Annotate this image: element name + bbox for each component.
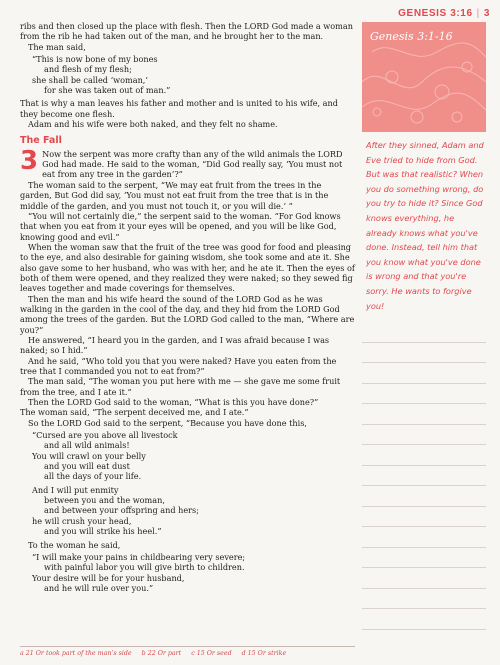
verse-paragraph: And he said, “Who told you that you were naked? Have you eaten from the tree that I commanded you not to eat from?” (20, 355, 337, 376)
section-heading: The Fall (20, 135, 62, 147)
poem-line: “Cursed are you above all livestock (32, 430, 178, 441)
verse-paragraph: Then the LORD God said to the woman, “What is this you have done?” (28, 397, 319, 408)
sidebar-title: Genesis 3:1-16 (370, 30, 453, 43)
footnote: a 21 Or took part of the man’s side (20, 650, 132, 657)
verse-paragraph: The man said, (28, 41, 86, 52)
poem-line: You will crawl on your belly (32, 450, 146, 461)
verse-paragraph: To the woman he said, (28, 539, 121, 550)
poem-block (20, 430, 355, 482)
poem-line: and between your offspring and hers; (44, 505, 199, 516)
sidebar-banner (362, 22, 486, 132)
header-page-number: 3 (483, 8, 490, 19)
verse-paragraph: When the woman saw that the fruit of the tree was good for food and pleasing to the eye, and also desirable for gaining wisdom, she took some and ate it. She also gave some to her husband, who was with her, and he ate it. Then the eyes of both of them were opened, and they realized they were naked; so they sewed fig leaves together and made coverings for themselves. (20, 241, 355, 294)
devotional-note: After they sinned, Adam and Eve tried to hide from God. But was that realistic? When you do something wrong, do you try to hide it? Since God knows everything, he already knows what you've done. Instead, tell him that you know what you've done is wrong and that you're sorry. He wants to forgive you! (366, 140, 484, 311)
footnotes (20, 646, 355, 657)
poem-line: he will crush your head, (32, 515, 132, 526)
poem-line: “I will make your pains in childbearing very severe; (32, 551, 246, 562)
journal-lines (362, 322, 486, 632)
verse-paragraph: Adam and his wife were both naked, and they felt no shame. (28, 119, 278, 130)
footnote: d 15 Or strike (241, 650, 287, 657)
devotional-sidebar (362, 22, 486, 642)
verse-paragraph: That is why a man leaves his father and mother and is united to his wife, and they become one flesh. (20, 98, 338, 119)
poem-line: between you and the woman, (44, 495, 165, 506)
verse-paragraph: The man said, “The woman you put here with me — she gave me some fruit from the tree, and I ate it.” (20, 376, 341, 397)
poem-line: and flesh of my flesh; (44, 64, 132, 75)
verse-paragraph: Then the man and his wife heard the sound of the LORD God as he was walking in the garden in the cool of the day, and they hid from the LORD God among the trees of the garden. But the LORD God called to the man, “Where are you?” (20, 293, 355, 335)
verse-paragraph: The woman said, “The serpent deceived me, and I ate.” (20, 407, 249, 418)
verse-paragraph: Now the serpent was more crafty than any of the wild animals the LORD God had made. He said to the woman, “Did God really say, ‘You must not eat from any tree in the garden’?” (42, 148, 343, 180)
poem-block (20, 54, 355, 95)
footnote: b 22 Or part (141, 650, 182, 657)
scripture-column (20, 21, 355, 596)
poem-line: and you will eat dust (44, 461, 130, 472)
verse-paragraph: ribs and then closed up the place with flesh. Then the LORD God made a woman from the rib he had taken out of the man, and he brought her to the man. (20, 21, 353, 42)
poem-line: And I will put enmity (32, 484, 119, 495)
poem-line: with painful labor you will give birth to children. (44, 562, 245, 573)
poem-line: and he will rule over you.” (44, 582, 154, 593)
verse-paragraph: “You will not certainly die,” the serpent said to the woman. “For God knows that when you eat from it your eyes will be opened, and you will be like God, knowing good and evil.” (20, 210, 341, 242)
poem-line: and all wild animals! (44, 440, 130, 451)
poem-line: she shall be called ‘woman,’ (32, 74, 148, 85)
verse-paragraph: So the LORD God said to the serpent, “Because you have done this, (28, 417, 307, 428)
page-header: GENESIS 3:16 | 3 (398, 8, 490, 19)
poem-block (20, 552, 355, 593)
poem-line: Your desire will be for your husband, (32, 572, 185, 583)
poem-line: and you will strike his heel.” (44, 526, 162, 537)
chapter-number: 3 (20, 145, 39, 176)
poem-line: for she was taken out of man.” (44, 85, 171, 96)
verse-paragraph: He answered, “I heard you in the garden, and I was afraid because I was naked; so I hid.” (20, 334, 330, 356)
poem-block (20, 485, 355, 537)
verse-paragraph: The woman said to the serpent, “We may eat fruit from the trees in the garden, But God did say, ‘You must not eat fruit from the tree that is in the middle of the garden, and you must not touch it, or you will die.’ ” (20, 179, 329, 211)
header-reference: GENESIS 3:16 (398, 8, 473, 19)
footnote: c 15 Or seed (191, 650, 232, 657)
poem-line: “This is now bone of my bones (32, 54, 158, 65)
poem-line: all the days of your life. (44, 471, 142, 482)
